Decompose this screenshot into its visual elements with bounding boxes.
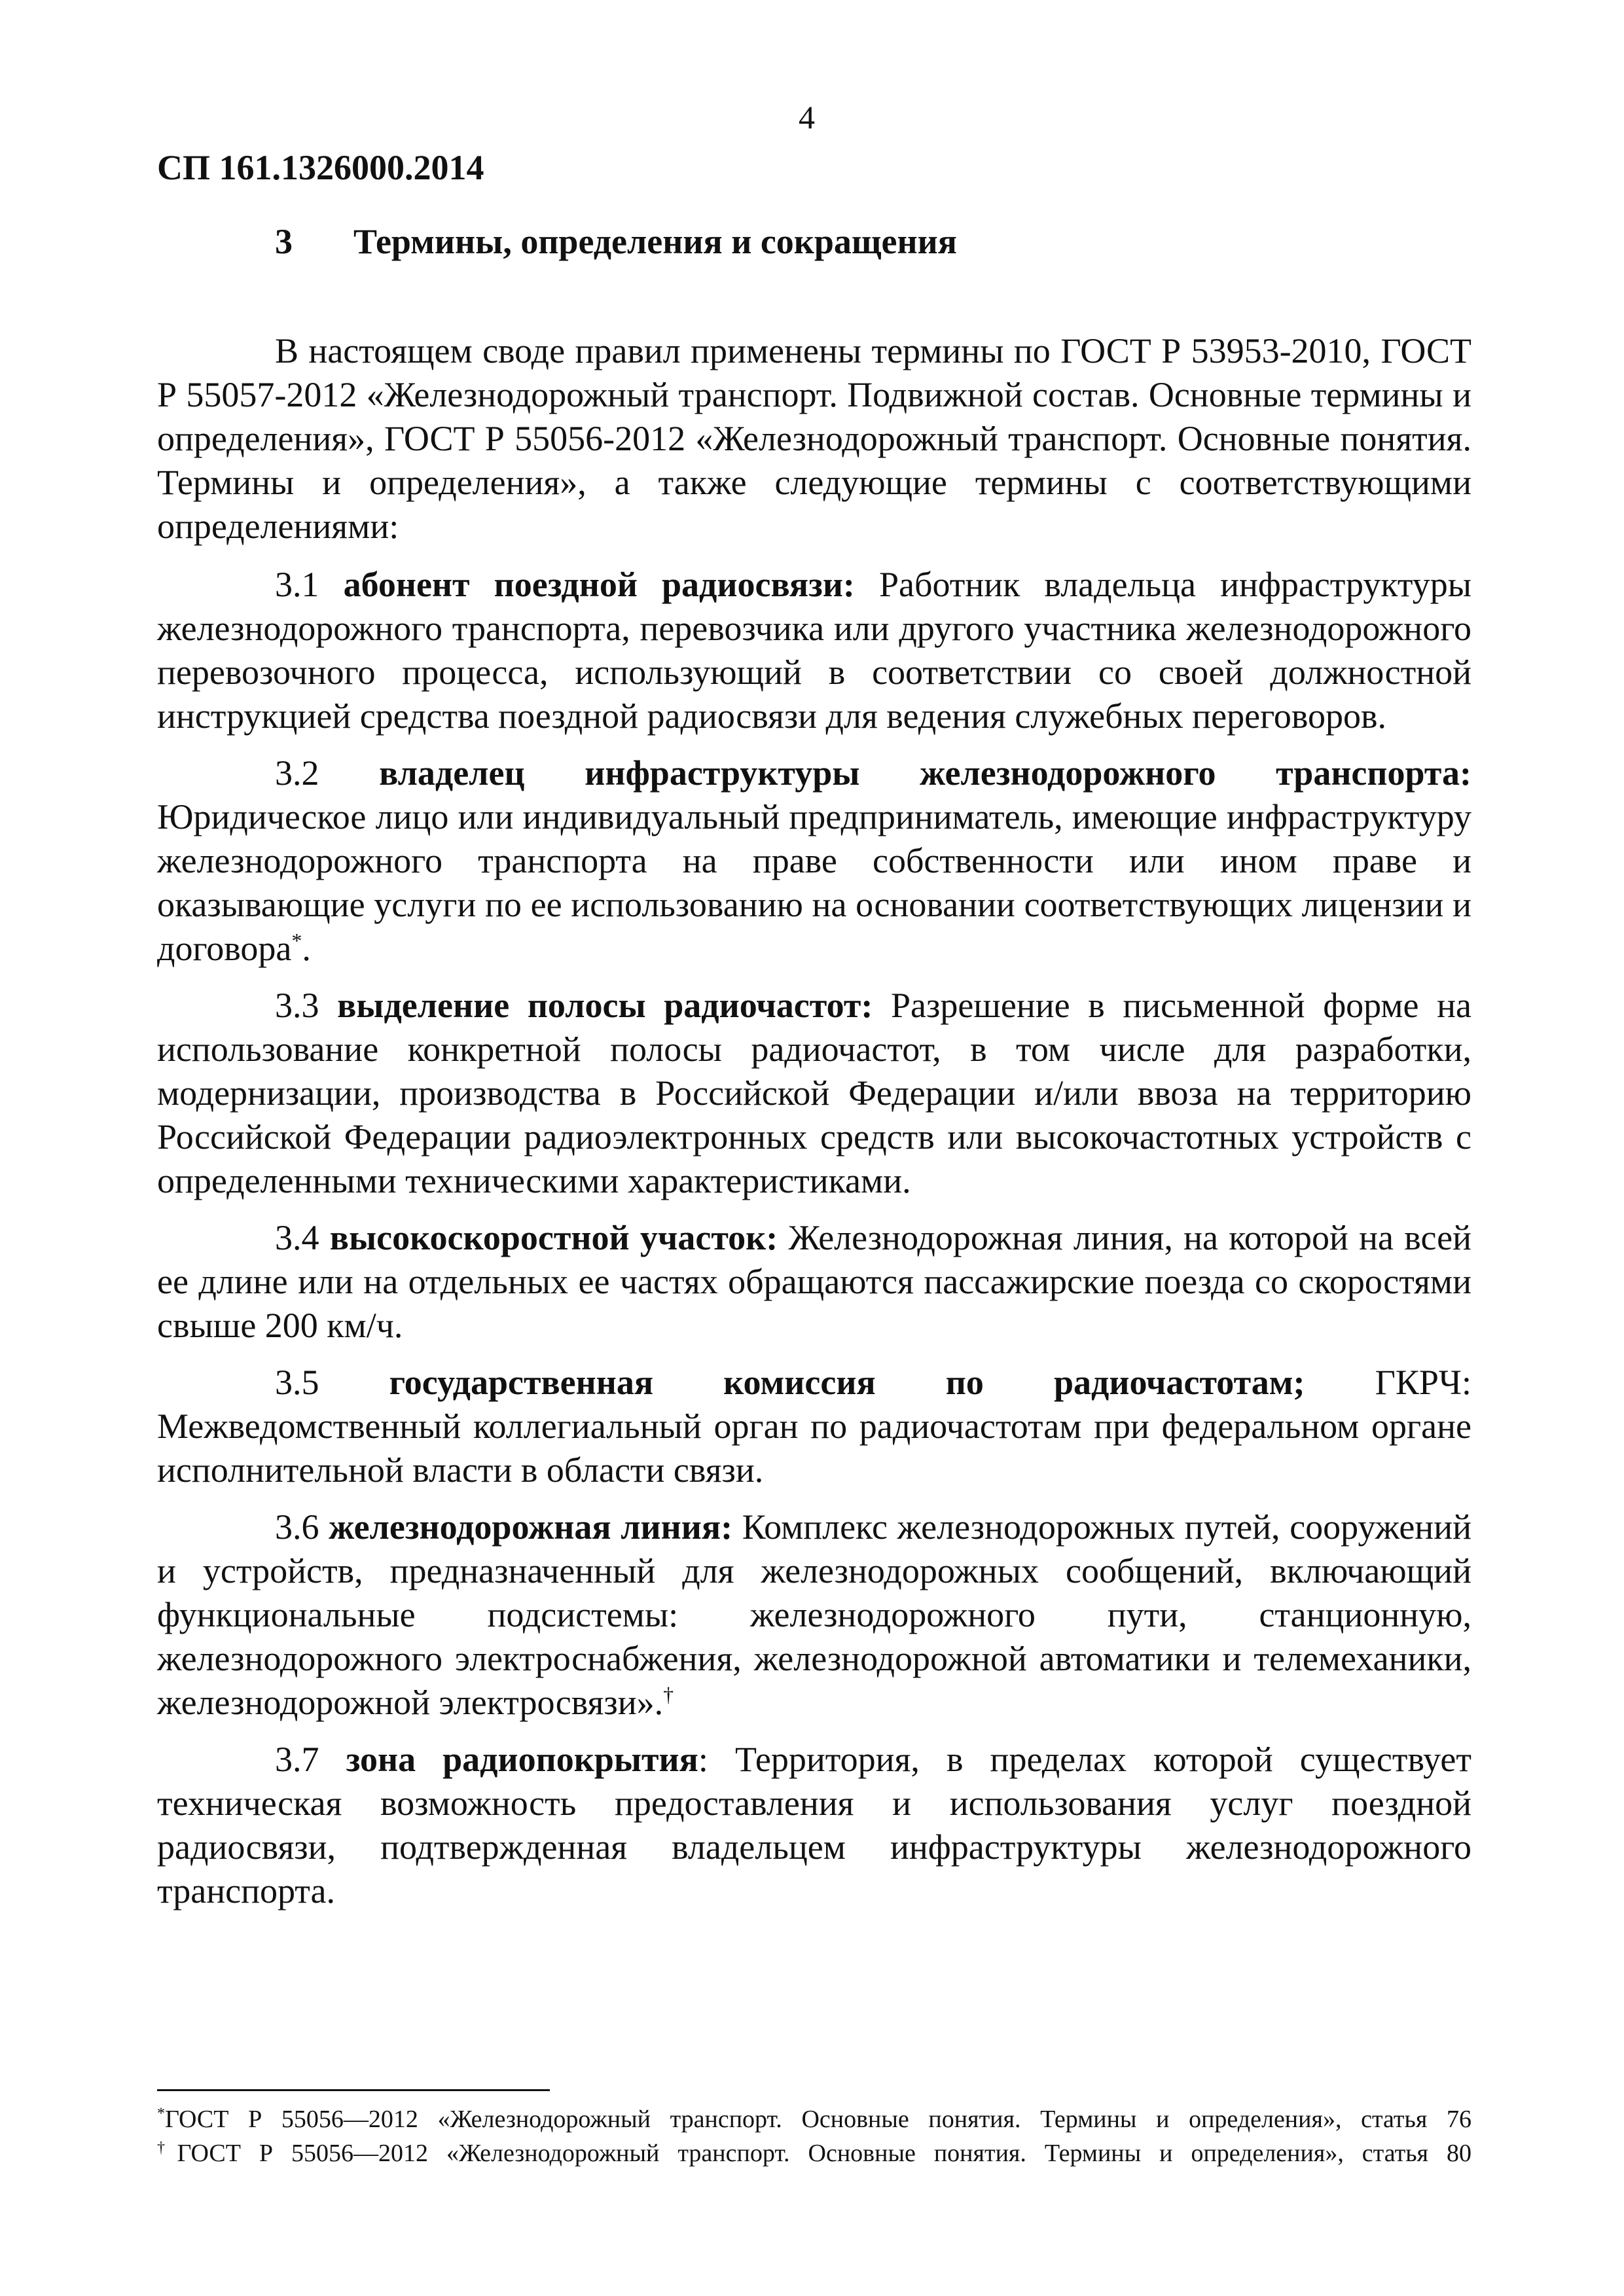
footnote: [157, 2136, 1471, 2170]
term-number: 3.1: [275, 565, 319, 604]
term-item: [157, 563, 1471, 738]
term-number: 3.4: [275, 1218, 319, 1257]
document-body: [157, 329, 1471, 1926]
term-item: [157, 1505, 1471, 1725]
footnote-marker[interactable]: †: [663, 1683, 674, 1706]
footnote-marker[interactable]: *: [291, 929, 302, 952]
section-heading: [275, 221, 957, 262]
term-definition: Работник владельца инфраструктуры железнодорожного транспорта, перевозчика или другого участника железнодорожного перевозочного процесса, использующий в соответствии со своей должностной инструкцией средства поездной радиосвязи для ведения служебных переговоров.: [157, 565, 1472, 736]
term-number: 3.6: [275, 1507, 319, 1547]
term-definition: Разрешение в письменной форме на использование конкретной полосы радиочастот, в том числе для разработки, модернизации, производства в Российской Федерации и/или ввоза на территорию Российской Федерации радиоэлектронных средств или высокочастотных устройств с определенными техническими характеристиками.: [157, 986, 1471, 1200]
term-number: 3.2: [275, 753, 319, 793]
term-number: 3.5: [275, 1363, 319, 1402]
term-definition: Юридическое лицо или индивидуальный предприниматель, имеющие инфраструктуру железнодорожного транспорта на праве собственности или ином праве и оказывающие услуги по ее использованию на основании соответствующих лицензии и договора: [157, 797, 1471, 968]
section-number: 3: [275, 222, 293, 261]
term-item: [157, 1738, 1471, 1913]
intro-paragraph: В настоящем своде правил применены термины по ГОСТ Р 53953-2010, ГОСТ Р 55057-2012 «Железнодорожный транспорт. Подвижной состав. Основные термины и определения», ГОСТ Р 55056-2012 «Железнодорожный транспорт. Основные понятия. Термины и определения», а также следующие термины с соответствующими определениями:: [157, 331, 1471, 546]
term-trailing-punctuation: .: [302, 929, 311, 968]
term-definition: Комплекс железнодорожных путей, сооружений и устройств, предназначенный для железнодорожных сообщений, включающий функциональные подсистемы: железнодорожного пути, станционную, железнодорожного электроснабжения, железнодорожной автоматики и телемеханики, железнодорожной электросвязи».: [157, 1507, 1472, 1722]
page-number: 4: [799, 99, 815, 135]
term-item: [157, 1216, 1471, 1348]
document-code: СП 161.1326000.2014: [157, 148, 484, 187]
term-name: железнодорожная линия:: [329, 1507, 733, 1547]
term-definition: ГКРЧ: Межведомственный коллегиальный орган по радиочастотам при федеральном органе исполнительной власти в области связи.: [157, 1363, 1472, 1490]
term-name: абонент поездной радиосвязи:: [343, 565, 855, 604]
footnote-separator: [157, 2089, 550, 2091]
term-item: [157, 984, 1471, 1203]
section-title: Термины, определения и сокращения: [353, 222, 957, 261]
term-name: государственная комиссия по радиочастотам;: [389, 1363, 1305, 1402]
term-definition: : Территория, в пределах которой существует техническая возможность предоставления и использования услуг поездной радиосвязи, подтвержденная владельцем инфраструктуры железнодорожного транспорта.: [157, 1740, 1471, 1910]
footnotes: [157, 2102, 1471, 2170]
footnote-text: ГОСТ Р 55056—2012 «Железнодорожный транспорт. Основные понятия. Термины и определения», статья 80: [177, 2140, 1471, 2167]
term-item: [157, 1361, 1471, 1492]
term-name: выделение полосы радиочастот:: [337, 986, 873, 1025]
term-name: зона радиопокрытия: [346, 1740, 698, 1779]
term-item: [157, 751, 1471, 971]
term-number: 3.7: [275, 1740, 319, 1779]
term-name: высокоскоростной участок:: [329, 1218, 778, 1257]
term-name: владелец инфраструктуры железнодорожного транспорта:: [379, 753, 1472, 793]
footnote-mark: *: [157, 2105, 165, 2123]
term-definition: Железнодорожная линия, на которой на всей ее длине или на отдельных ее частях обращаются пассажирские поезда со скоростями свыше 200 км/ч.: [157, 1218, 1471, 1345]
footnote-text: ГОСТ Р 55056—2012 «Железнодорожный транспорт. Основные понятия. Термины и определения», статья 76: [165, 2106, 1471, 2133]
term-number: 3.3: [275, 986, 319, 1025]
footnote: [157, 2102, 1471, 2136]
footnote-mark: †: [157, 2139, 177, 2157]
